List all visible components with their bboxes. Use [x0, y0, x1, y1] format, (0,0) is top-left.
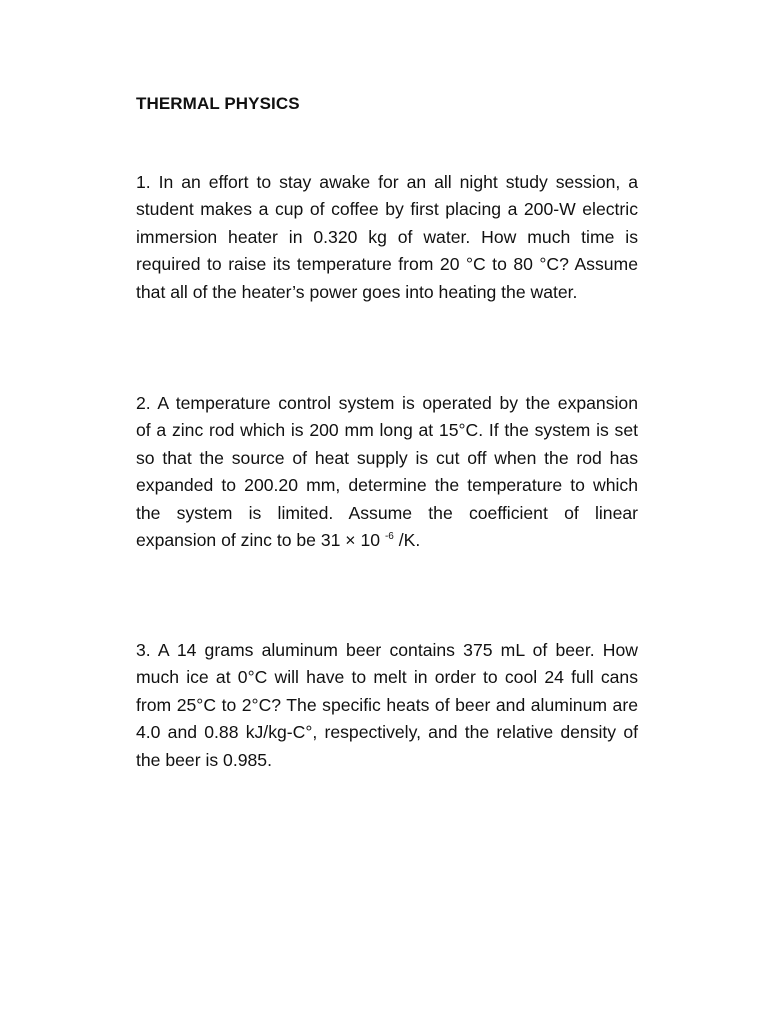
problem-1-line: student makes a cup of coffee by first placing a 200-W electric: [136, 199, 638, 220]
problem-2: [136, 390, 638, 554]
problem-2-last-line-prefix: expansion of zinc to be 31 × 10: [136, 530, 385, 551]
problem-2-line: the system is limited. Assume the coefficient of linear: [136, 502, 638, 523]
problem-1-line: 1. In an effort to stay awake for an all night study session, a: [136, 172, 638, 192]
problem-2-line: expanded to 200.20 mm, determine the temperature to which: [136, 475, 638, 496]
problem-2-line: 2. A temperature control system is operated by the expansion: [136, 393, 638, 413]
problem-1-line: that all of the heater’s power goes into heating the water.: [136, 281, 578, 302]
problem-3: [136, 637, 638, 774]
problem-3-line: 4.0 and 0.88 kJ/kg-C°, respectively, and the relative density of: [136, 722, 638, 743]
problem-2-line: of a zinc rod which is 200 mm long at 15°C. If the system is set: [136, 420, 638, 441]
problem-3-line: from 25°C to 2°C? The specific heats of beer and aluminum are: [136, 694, 638, 715]
problem-2-last-line-suffix: /K.: [393, 530, 421, 551]
problem-1-line: required to raise its temperature from 20 °C to 80 °C? Assume: [136, 254, 638, 275]
problem-1-line: immersion heater in 0.320 kg of water. How much time is: [136, 226, 638, 247]
problem-3-line: 3. A 14 grams aluminum beer contains 375 mL of beer. How: [136, 640, 638, 660]
exponent: -6: [384, 531, 394, 543]
problem-2-last-line: [136, 527, 638, 554]
problem-3-line: the beer is 0.985.: [136, 749, 272, 770]
problem-2-line: so that the source of heat supply is cut off when the rod has: [136, 447, 638, 468]
problem-1: [136, 169, 638, 306]
document-title: THERMAL PHYSICS: [136, 94, 300, 113]
problem-3-line: much ice at 0°C will have to melt in order to cool 24 full cans: [136, 667, 638, 688]
